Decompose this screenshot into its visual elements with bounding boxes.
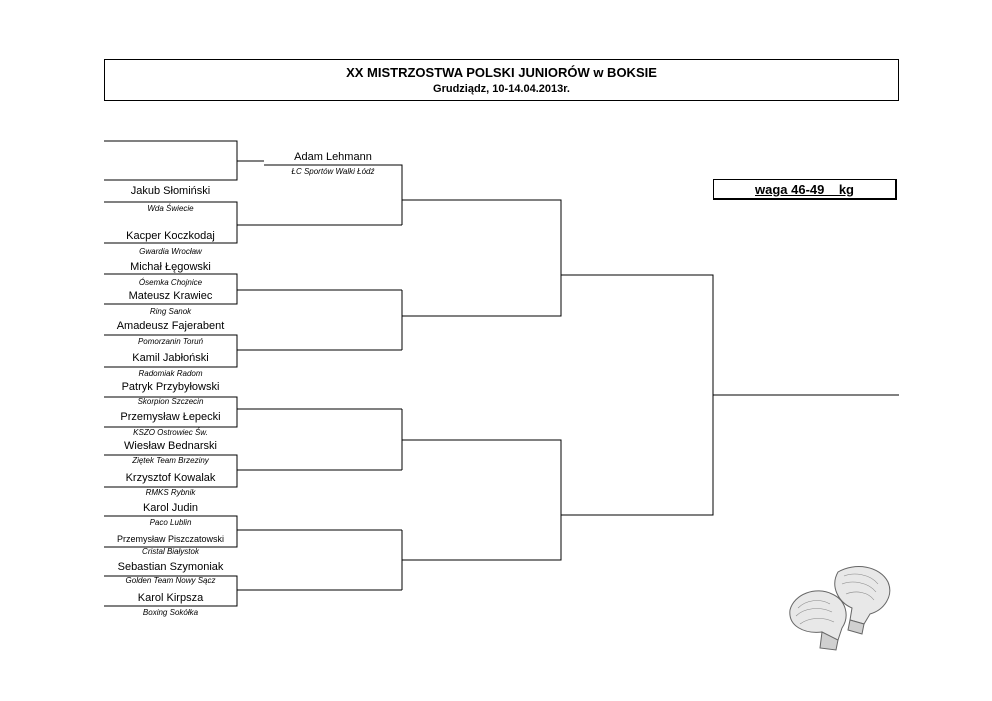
fighter-name-12: Przemysław Piszczatowski — [116, 534, 225, 544]
round2-club-0: ŁC Sportów Walki Łódź — [291, 167, 375, 176]
championship-location-date: Grudziądz, 10-14.04.2013r. — [433, 83, 570, 95]
championship-title: XX MISTRZOSTWA POLSKI JUNIORÓW w BOKSIE — [346, 65, 657, 80]
fighter-club-3: Ósemka Chojnice — [138, 278, 203, 287]
fighter-club-14: Boxing Sokółka — [142, 608, 199, 617]
fighter-name-11: Karol Judin — [142, 502, 199, 514]
fighter-name-14: Karol Kirpsza — [137, 592, 204, 604]
fighter-club-12: Cristal Białystok — [142, 547, 199, 556]
fighter-club-8: KSZO Ostrowiec Św. — [133, 428, 208, 437]
fighter-club-11: Paco Lublin — [149, 518, 192, 527]
fighter-club-7: Skorpion Szczecin — [137, 397, 204, 406]
fighter-club-10: RMKS Rybnik — [145, 488, 196, 497]
round2-name-0: Adam Lehmann — [294, 151, 372, 163]
weight-class-label: waga 46-49 kg — [755, 182, 854, 197]
fighter-club-13: Golden Team Nowy Sącz — [125, 576, 216, 585]
bracket-line-bye — [104, 141, 237, 180]
fighter-club-2: Gwardia Wrocław — [139, 247, 202, 256]
fighter-name-13: Sebastian Szymoniak — [117, 561, 224, 573]
fighter-name-6: Kamil Jabłoński — [132, 352, 209, 364]
fighter-name-7: Patryk Przybyłowski — [121, 381, 220, 393]
fighter-name-10: Krzysztof Kowalak — [125, 472, 216, 484]
fighter-club-4: Ring Sanok — [149, 307, 192, 316]
fighter-name-3: Michał Łęgowski — [130, 261, 211, 273]
fighter-club-5: Pomorzanin Toruń — [137, 337, 204, 346]
fighter-name-9: Wiesław Bednarski — [124, 440, 217, 452]
fighter-name-5: Amadeusz Fajerabent — [116, 320, 225, 332]
fighter-club-1: Wda Świecie — [147, 204, 194, 213]
fighter-club-9: Ziętek Team Brzeziny — [132, 456, 209, 465]
boxing-gloves-icon — [780, 562, 900, 652]
fighter-name-1: Jakub Słomiński — [130, 185, 211, 197]
fighter-club-6: Radomiak Radom — [138, 369, 203, 378]
fighter-name-2: Kacper Koczkodaj — [126, 230, 215, 242]
fighter-name-4: Mateusz Krawiec — [128, 290, 213, 302]
fighter-name-8: Przemysław Łepecki — [120, 411, 221, 423]
